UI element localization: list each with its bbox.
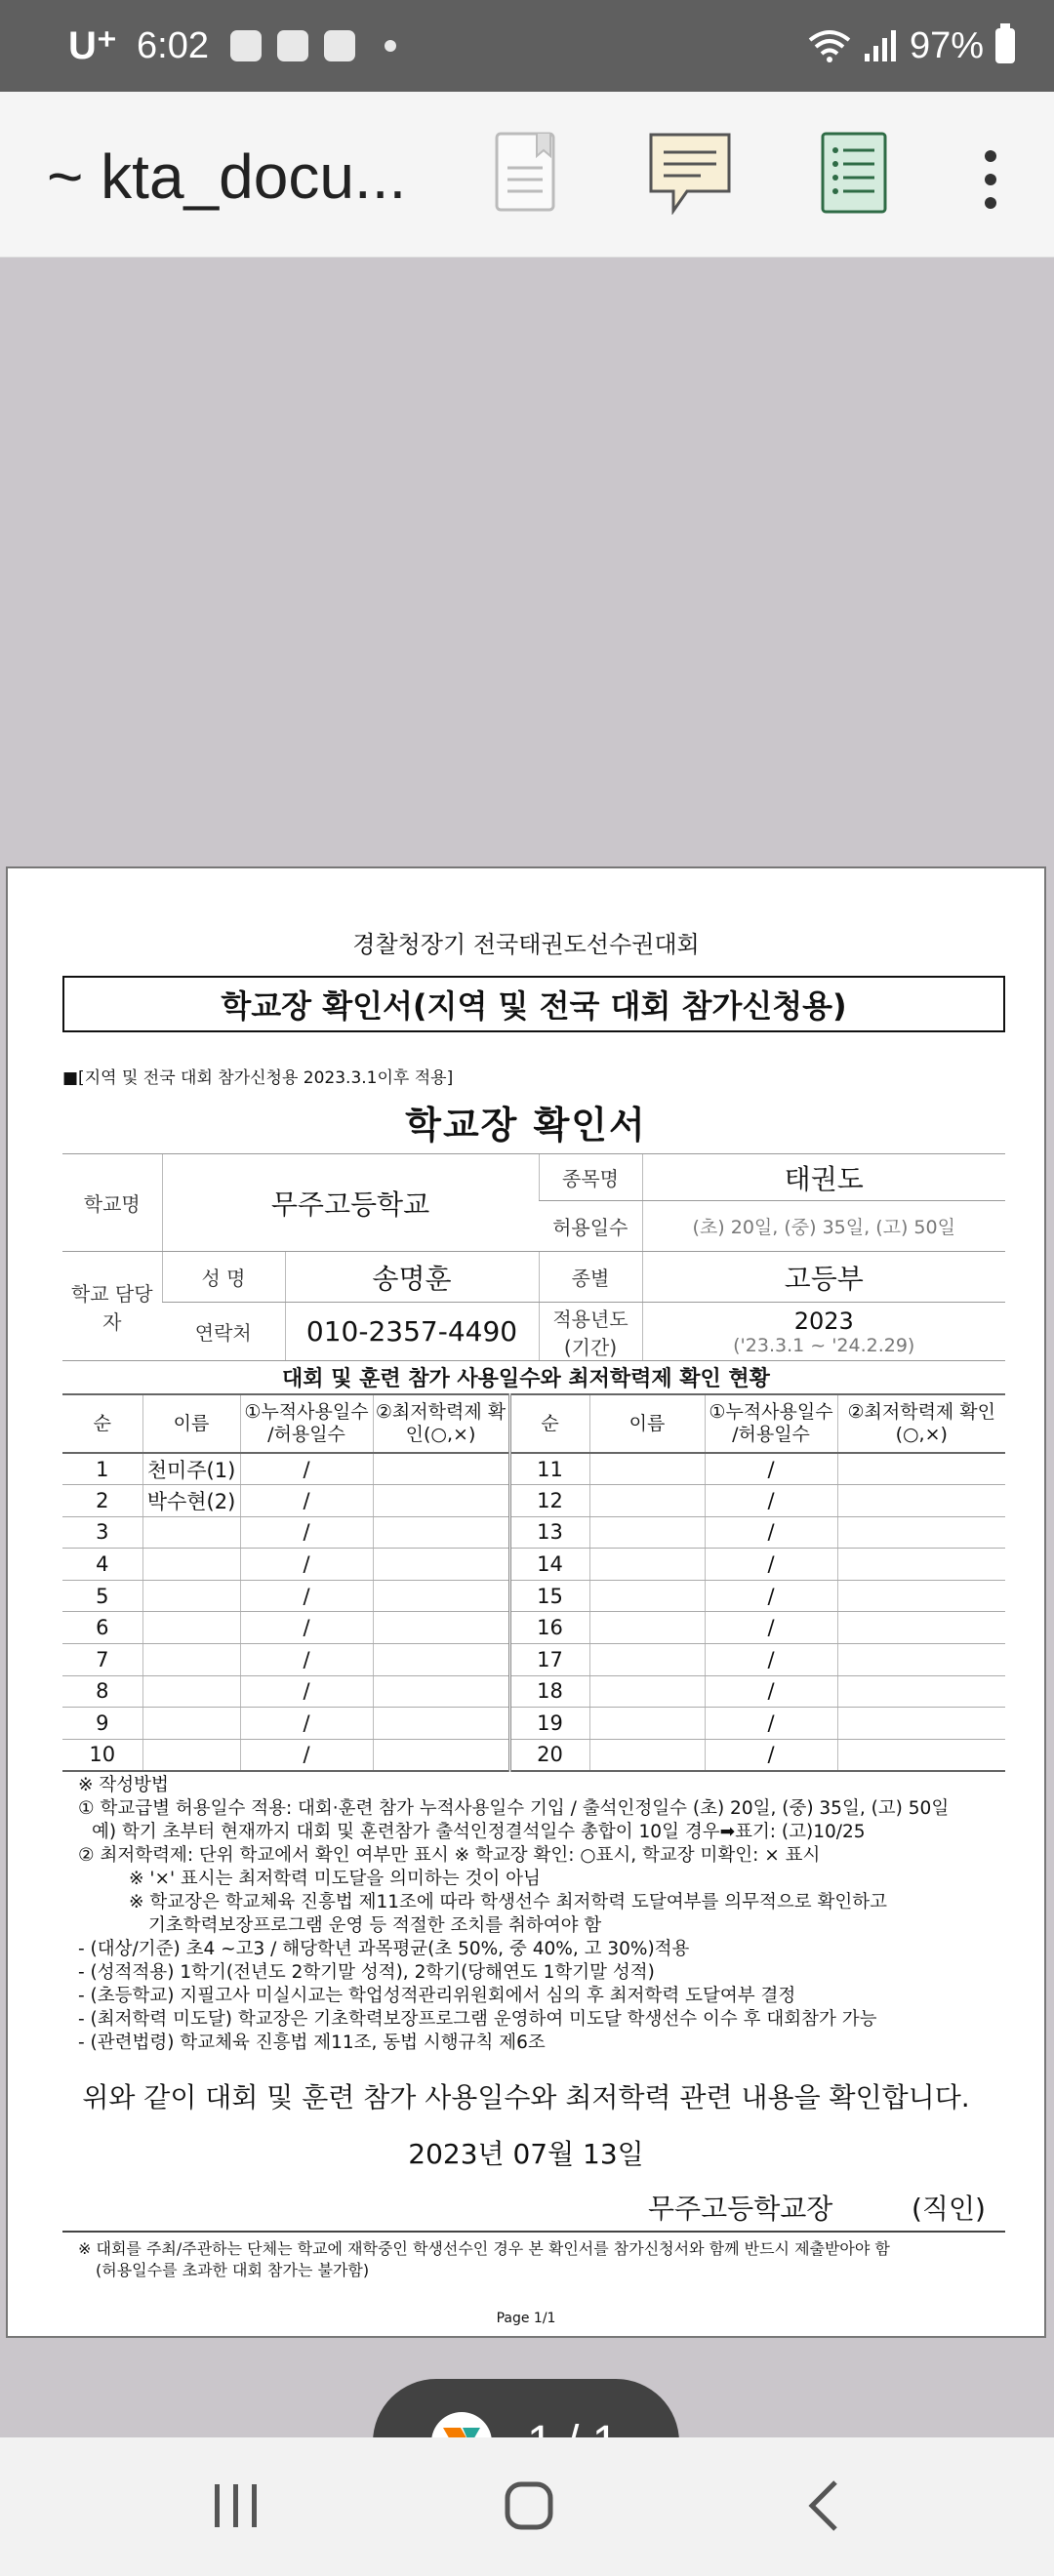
days-cell: / — [705, 1516, 837, 1549]
days-cell: / — [705, 1675, 837, 1708]
days-cell: / — [240, 1453, 373, 1485]
athlete-name — [589, 1644, 705, 1676]
days-cell: / — [240, 1739, 373, 1771]
row-no: 13 — [509, 1516, 589, 1549]
row-no: 1 — [62, 1453, 142, 1485]
athlete-name — [589, 1549, 705, 1581]
more-notifications-dot-icon — [385, 40, 396, 52]
teacher-label: 학교 담당자 — [62, 1252, 162, 1361]
table-row — [62, 1708, 1005, 1740]
days-cell: / — [240, 1644, 373, 1676]
days-cell: / — [705, 1708, 837, 1740]
row-no: 18 — [509, 1675, 589, 1708]
battery-icon — [995, 28, 1015, 63]
days-cell: / — [705, 1644, 837, 1676]
athlete-name — [589, 1516, 705, 1549]
days-cell: / — [705, 1580, 837, 1612]
instruction-line: - (관련법령) 학교체육 진흥법 제11조, 동법 시행규칙 제6조 — [78, 2033, 546, 2053]
days-cell: / — [240, 1675, 373, 1708]
athlete-name — [142, 1516, 240, 1549]
clock: 6:02 — [137, 24, 209, 66]
row-no: 12 — [509, 1485, 589, 1517]
row-no: 8 — [62, 1675, 142, 1708]
recent-apps-button[interactable] — [209, 2476, 264, 2539]
athlete-name — [589, 1580, 705, 1612]
signing-date: 2023년 07월 13일 — [408, 2138, 644, 2170]
signal-icon — [863, 28, 898, 63]
instruction-line: - (초등학교) 지필고사 미실시교는 학업성적관리위원회에서 심의 후 최저학력 도달여부 결정 — [78, 1986, 796, 2006]
academic-cell — [373, 1675, 509, 1708]
competition-name: 경찰청장기 전국태권도선수권대회 — [352, 931, 700, 958]
translate-icon — [324, 30, 355, 61]
sport-value: 태권도 — [642, 1154, 1005, 1201]
comment-icon[interactable] — [648, 131, 732, 215]
athlete-name — [589, 1612, 705, 1644]
academic-cell — [837, 1516, 1005, 1549]
info-table — [62, 1153, 1005, 1361]
sport-label: 종목명 — [539, 1154, 642, 1201]
instruction-line: 예) 학기 초부터 현재까지 대회 및 훈련참가 출석인정결석일수 총합이 10일 경우➡표기: (고)10/25 — [92, 1822, 866, 1842]
row-no: 6 — [62, 1612, 142, 1644]
instruction-line: - (성적적용) 1학기(전년도 2학기말 성적), 2학기(당해연도 1학기말 성적) — [78, 1962, 655, 1983]
school-name: 무주고등학교 — [162, 1154, 539, 1252]
row-no: 9 — [62, 1708, 142, 1740]
instruction-line: - (대상/기준) 초4 ~고3 / 해당학년 과목평균(초 50%, 중 40%, 고 30%)적용 — [78, 1939, 690, 1959]
year-cell — [642, 1303, 1005, 1361]
row-no: 20 — [509, 1739, 589, 1771]
athlete-name — [142, 1708, 240, 1740]
col-academic-left: ②최저학력제 확인(○,×) — [373, 1394, 509, 1453]
table-row — [62, 1675, 1005, 1708]
back-button[interactable] — [798, 2476, 853, 2539]
year-value: 2023 — [793, 1307, 854, 1335]
row-no: 11 — [509, 1453, 589, 1485]
academic-cell — [373, 1485, 509, 1517]
battery-percent: 97% — [909, 24, 984, 66]
row-no: 17 — [509, 1644, 589, 1676]
col-days-left: ①누적사용일수 /허용일수 — [240, 1394, 373, 1453]
academic-cell — [837, 1453, 1005, 1485]
academic-cell — [373, 1739, 509, 1771]
days-cell: / — [240, 1708, 373, 1740]
academic-cell — [373, 1453, 509, 1485]
document-viewer[interactable] — [0, 258, 1054, 2437]
system-status — [808, 25, 1015, 67]
athlete-name — [589, 1453, 705, 1485]
navigation-bar — [0, 2437, 1054, 2576]
table-row — [62, 1453, 1005, 1485]
days-cell: / — [240, 1516, 373, 1549]
allowed-days-label: 허용일수 — [539, 1201, 642, 1252]
academic-cell — [837, 1549, 1005, 1581]
days-cell: / — [240, 1580, 373, 1612]
table-header-row — [62, 1394, 1005, 1453]
instruction-line: 기초학력보장프로그램 운영 등 적절한 조치를 취하여야 함 — [148, 1915, 602, 1936]
back-icon — [798, 2476, 853, 2535]
list-view-icon[interactable] — [820, 131, 888, 215]
instruction-line: ※ '×' 표시는 최저학력 미도달을 의미하는 것이 아님 — [129, 1869, 541, 1889]
teacher-name: 송명훈 — [285, 1252, 539, 1303]
athlete-name: 박수현(2) — [142, 1485, 240, 1517]
home-button[interactable] — [502, 2476, 556, 2539]
carrier-label: U⁺ — [68, 24, 117, 67]
year-label: 적용년도 (기간) — [539, 1303, 642, 1361]
athlete-name: 천미주(1) — [142, 1453, 240, 1485]
footer-divider — [62, 2231, 1005, 2233]
year-period: ('23.3.1 ~ '24.2.29) — [733, 1334, 915, 1356]
row-no: 3 — [62, 1516, 142, 1549]
athlete-name — [589, 1675, 705, 1708]
academic-cell — [373, 1516, 509, 1549]
notification-icons — [230, 30, 396, 61]
form-title-box: 학교장 확인서(지역 및 전국 대회 참가신청용) — [62, 976, 1005, 1032]
table-row — [62, 1612, 1005, 1644]
col-no-left: 순 — [62, 1394, 142, 1453]
contact-label: 연락처 — [162, 1303, 285, 1361]
accessibility-icon — [230, 30, 262, 61]
pdf-page[interactable] — [6, 866, 1046, 2338]
more-options-icon[interactable] — [976, 150, 1005, 209]
academic-cell — [837, 1485, 1005, 1517]
recent-apps-icon — [209, 2476, 264, 2535]
row-no: 4 — [62, 1549, 142, 1581]
days-cell: / — [705, 1485, 837, 1517]
contact-value: 010-2357-4490 — [285, 1303, 539, 1361]
status-bar — [0, 0, 1054, 92]
days-cell: / — [705, 1453, 837, 1485]
row-no: 7 — [62, 1644, 142, 1676]
allowed-days-value: (초) 20일, (중) 35일, (고) 50일 — [642, 1201, 1005, 1252]
footer-note-line: ※ 대회를 주최/주관하는 단체는 학교에 재학중인 학생선수인 경우 본 확인서를 참가신청서와 함께 반드시 제출받아야 함 — [78, 2239, 890, 2258]
wifi-icon — [808, 28, 851, 63]
row-no: 5 — [62, 1580, 142, 1612]
athlete-name — [142, 1549, 240, 1581]
division-label: 종별 — [539, 1252, 642, 1303]
academic-cell — [837, 1580, 1005, 1612]
row-no: 14 — [509, 1549, 589, 1581]
name-label: 성 명 — [162, 1252, 285, 1303]
division-value: 고등부 — [642, 1252, 1005, 1303]
form-note: ■[지역 및 전국 대회 참가신청용 2023.3.1이후 적용] — [62, 1068, 454, 1088]
instruction-line: ② 최저학력제: 단위 학교에서 확인 여부만 표시 ※ 학교장 확인: ○표시, 학교장 미확인: × 표시 — [78, 1845, 821, 1866]
bookmark-icon[interactable] — [494, 131, 556, 213]
table-row — [62, 1516, 1005, 1549]
athlete-name — [589, 1708, 705, 1740]
days-cell: / — [240, 1549, 373, 1581]
athlete-name — [589, 1739, 705, 1771]
form-title: 학교장 확인서 — [405, 1104, 647, 1147]
row-no: 15 — [509, 1580, 589, 1612]
academic-cell — [373, 1580, 509, 1612]
instruction-line: ① 학교급별 허용일수 적용: 대회·훈련 참가 누적사용일수 기입 / 출석인정일수 (초) 20일, (중) 35일, (고) 50일 — [78, 1798, 950, 1819]
athlete-table — [62, 1393, 1005, 1772]
athlete-name — [142, 1739, 240, 1771]
academic-cell — [837, 1644, 1005, 1676]
col-name-left: 이름 — [142, 1394, 240, 1453]
days-cell: / — [705, 1612, 837, 1644]
col-days-right: ①누적사용일수 /허용일수 — [705, 1394, 837, 1453]
athlete-name — [589, 1485, 705, 1517]
row-no: 2 — [62, 1485, 142, 1517]
days-cell: / — [240, 1485, 373, 1517]
school-label: 학교명 — [62, 1154, 162, 1252]
app-notification-icon — [277, 30, 308, 61]
confirmation-statement: 위와 같이 대회 및 훈련 참가 사용일수와 최저학력 관련 내용을 확인합니다. — [82, 2081, 970, 2113]
row-no: 10 — [62, 1739, 142, 1771]
official-seal-label: (직인) — [912, 2193, 986, 2225]
table-row — [62, 1580, 1005, 1612]
principal-name: 무주고등학교장 — [648, 2193, 833, 2225]
academic-cell — [373, 1708, 509, 1740]
academic-cell — [373, 1612, 509, 1644]
academic-cell — [837, 1675, 1005, 1708]
page-number: Page 1/1 — [496, 2311, 556, 2326]
academic-cell — [837, 1739, 1005, 1771]
document-title[interactable]: ~ kta_docu... — [47, 141, 407, 212]
col-name-right: 이름 — [589, 1394, 705, 1453]
academic-cell — [837, 1612, 1005, 1644]
days-cell: / — [705, 1739, 837, 1771]
app-bar — [0, 92, 1054, 258]
table-row — [62, 1739, 1005, 1771]
writing-instructions — [78, 1774, 1015, 2055]
academic-cell — [373, 1549, 509, 1581]
table-row — [62, 1644, 1005, 1676]
instruction-line: ※ 학교장은 학교체육 진흥법 제11조에 따라 학생선수 최저학력 도달여부를 의무적으로 확인하고 — [129, 1892, 887, 1912]
athlete-name — [142, 1644, 240, 1676]
instruction-line: - (최저학력 미도달) 학교장은 기초학력보장프로그램 운영하여 미도달 학생선수 이수 후 대회참가 가능 — [78, 2009, 877, 2030]
athlete-name — [142, 1580, 240, 1612]
row-no: 19 — [509, 1708, 589, 1740]
academic-cell — [837, 1708, 1005, 1740]
table-row — [62, 1485, 1005, 1517]
row-no: 16 — [509, 1612, 589, 1644]
academic-cell — [373, 1644, 509, 1676]
athlete-name — [142, 1612, 240, 1644]
athlete-name — [142, 1675, 240, 1708]
status-heading: 대회 및 훈련 참가 사용일수와 최저학력제 확인 현황 — [282, 1367, 770, 1391]
col-no-right: 순 — [509, 1394, 589, 1453]
col-academic-right: ②최저학력제 확인(○,×) — [837, 1394, 1005, 1453]
days-cell: / — [240, 1612, 373, 1644]
table-row — [62, 1549, 1005, 1581]
footer-note — [78, 2238, 1005, 2281]
instruction-heading: ※ 작성방법 — [78, 1775, 169, 1795]
home-icon — [502, 2476, 556, 2535]
days-cell: / — [705, 1549, 837, 1581]
footer-note-line: (허용일수를 초과한 대회 참가는 불가함) — [96, 2261, 370, 2279]
